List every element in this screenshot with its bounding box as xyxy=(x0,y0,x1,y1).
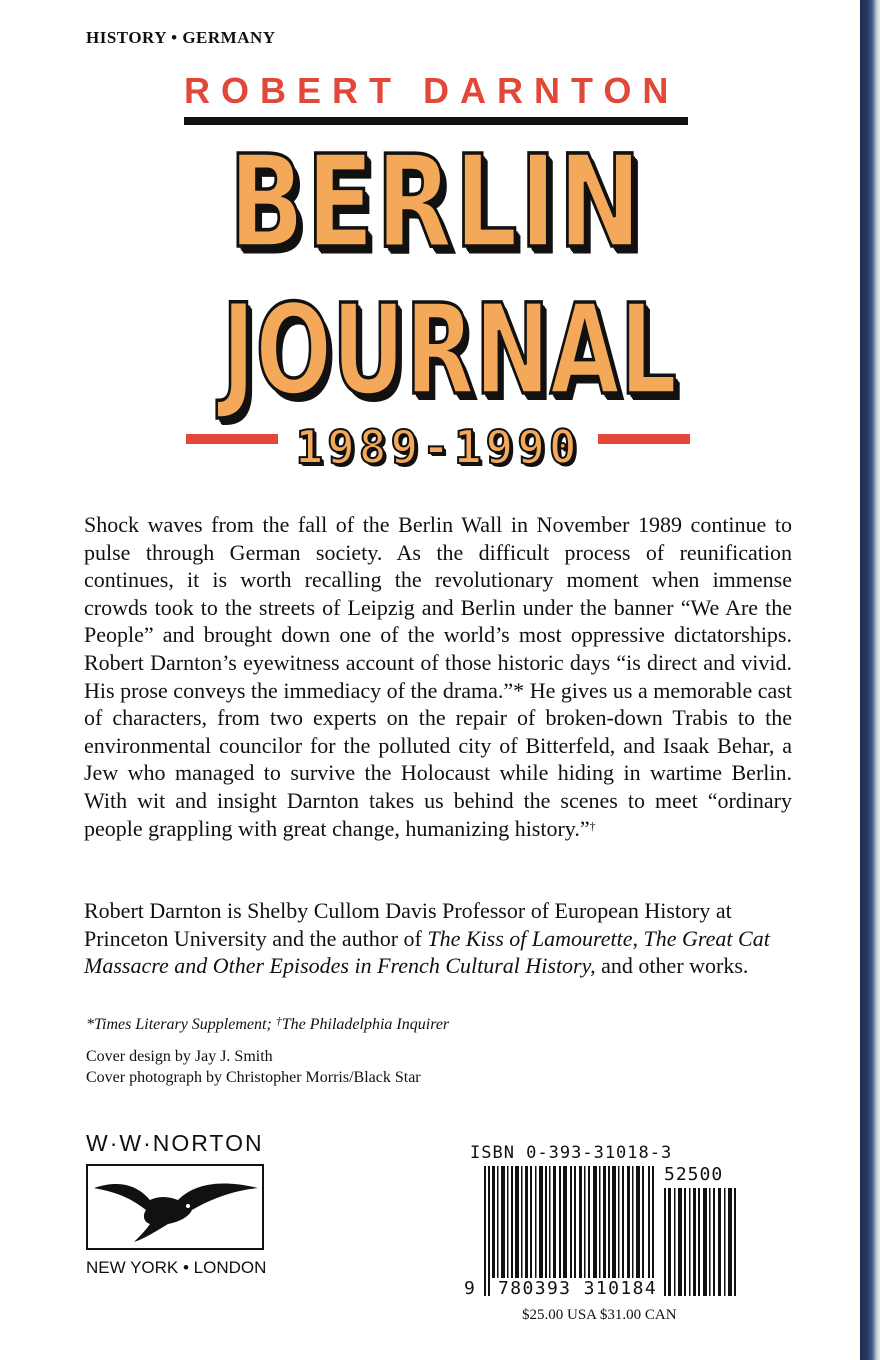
years-bar-left xyxy=(186,434,278,444)
category-label: HISTORY • GERMANY xyxy=(86,28,276,47)
title-line-1: BERLIN xyxy=(228,129,644,277)
price-label: $25.00 USA $31.00 CAN xyxy=(522,1307,677,1323)
years-bar-right xyxy=(598,434,690,444)
author-name: ROBERT DARNTON xyxy=(184,70,680,111)
ean-bars xyxy=(484,1166,736,1296)
spine-edge xyxy=(860,0,880,1360)
years-label: 1989-1990 xyxy=(295,420,581,474)
review-sources xyxy=(86,1016,449,1034)
publisher-logo xyxy=(86,1164,264,1250)
publisher-cities: NEW YORK • LONDON xyxy=(86,1258,267,1277)
bio-text-end: and other works. xyxy=(595,953,749,979)
review-source-2: The Philadelphia Inquirer xyxy=(281,1016,450,1033)
seagull-icon xyxy=(88,1166,262,1248)
footnote-dagger: † xyxy=(275,1014,282,1028)
isbn-label: ISBN 0-393-31018-3 xyxy=(470,1143,673,1163)
title-line-2: JOURNAL xyxy=(221,277,678,423)
dagger-mark: † xyxy=(589,818,596,833)
barcode-addon: 52500 xyxy=(664,1164,724,1185)
bio-text-start: Robert Darnton is Shelby Cullom Davis Professor of European History at Princeton University and the author of xyxy=(84,898,732,951)
design-credit: Cover design by Jay J. Smith xyxy=(86,1048,273,1065)
review-source-1: *Times Literary Supplement; xyxy=(86,1016,276,1033)
bio-book-titles: The Kiss of Lamourette, The Great Cat Massacre and Other Episodes in French Cultural History, xyxy=(84,925,770,979)
cover-credits xyxy=(86,1046,421,1088)
photo-credit: Cover photograph by Christopher Morris/Black Star xyxy=(86,1069,421,1086)
author-bio-paragraph xyxy=(84,897,792,980)
publisher-name: W·W·NORTON xyxy=(86,1130,264,1156)
ean-first-digit: 9 xyxy=(464,1278,475,1299)
description-paragraph xyxy=(84,511,792,842)
description-text: Shock waves from the fall of the Berlin Wall in November 1989 continue to pulse through German society. As the difficult process of reunification continues, it is worth recalling the revolutionary moment when immense crowds took to the streets of Leipzig and Berlin under the banner “We Are the People” and brought down one of the world’s most oppressive dictatorships. Robert Darnton’s eyewitness account of those historic days “is direct and vivid. His prose conveys the immediacy of the drama.”* He gives us a memorable cast of characters, from two experts on the repair of broken-down Trabis to the environmental councilor for the polluted city of Bitterfeld, and Isaak Behar, a Jew who managed to survive the Holocaust while hiding in wartime Berlin. With wit and insight Darnton takes us behind the scenes to meet “ordinary people grappling with great change, humanizing history.” xyxy=(84,512,792,841)
title-rule xyxy=(184,117,688,125)
ean-digits: 780393 310184 xyxy=(498,1278,658,1299)
